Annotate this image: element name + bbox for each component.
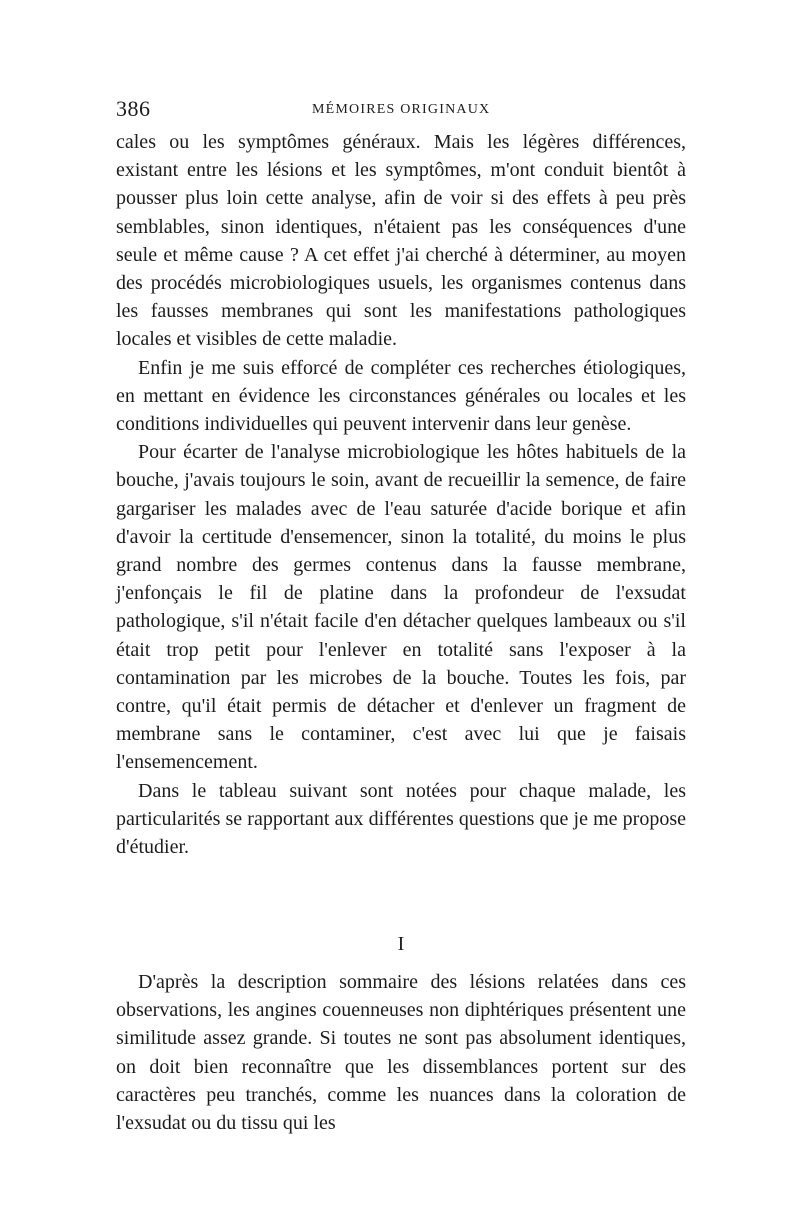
paragraph: Dans le tableau suivant sont notées pour chaque malade, les particularités se rapportant aux différentes questions que je me propose d'étudier.: [116, 779, 686, 859]
paragraph: Pour écarter de l'analyse microbiologique les hôtes habituels de la bouche, j'avais toujours le soin, avant de recueillir la semence, de faire gargariser les malades avec de l'eau saturée d'acide borique et afin d'avoir la certitude d'ensemencer, sinon la totalité, du moins le plus grand nombre des germes contenus dans la fausse membrane, j'enfonçais le fil de platine dans la profondeur de l'exsudat pathologique, s'il n'était facile d'en détacher quelques lambeaux ou s'il était trop petit pour l'enlever en totalité sans l'exposer à la contamination par les microbes de la bouche. Toutes les fois, par contre, qu'il était permis de détacher et d'enlever un fragment de membrane sans le contaminer, c'est avec lui que je faisais l'ensemencement.: [116, 441, 686, 774]
section-numeral: I: [397, 933, 405, 955]
paragraph: D'après la description sommaire des lésions relatées dans ces observations, les angines couenneuses non diphtériques présentent une similitude assez grande. Si toutes ne sont pas absolument identiques, on doit bien reconnaître que les dissemblances portent sur des caractères peu tranchés, comme les nuances dans la coloration de l'exsudat ou du tissu qui les: [116, 971, 686, 1135]
page-number: 386: [116, 96, 151, 121]
body-text: [116, 128, 686, 861]
running-head: [116, 96, 686, 122]
paragraph-continuation: cales ou les symptômes généraux. Mais les légères différences, existant entre les lésions et les symptômes, m'ont conduit bientôt à pousser plus loin cette analyse, afin de voir si des effets à peu près semblables, sinon identiques, n'étaient pas les conséquences d'une seule et même cause ? A cet effet j'ai cherché à déterminer, au moyen des procédés microbiologiques usuels, les organismes contenus dans les fausses membranes qui sont les manifestations pathologiques locales et visibles de cette maladie.: [116, 131, 686, 351]
running-title: MÉMOIRES ORIGINAUX: [312, 102, 491, 117]
section-body-text: [116, 968, 686, 1137]
paragraph: Enfin je me suis efforcé de compléter ces recherches étiologiques, en mettant en évidence les circonstances générales ou locales et les conditions individuelles qui peuvent intervenir dans leur genèse.: [116, 356, 686, 436]
